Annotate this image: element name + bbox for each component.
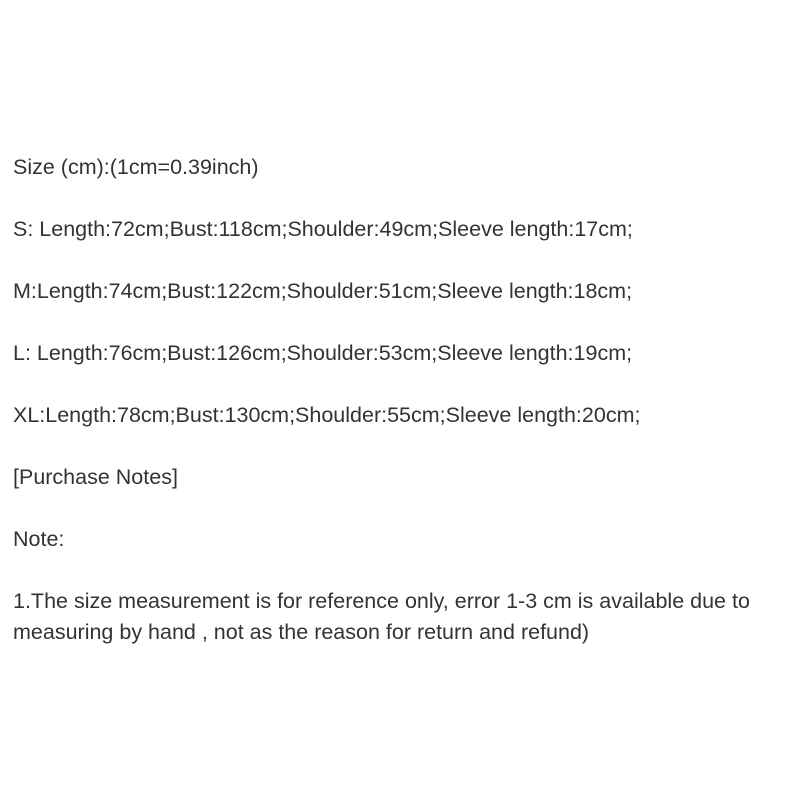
note-item-1: 1.The size measurement is for reference only, error 1-3 cm is available due to measuring by hand , not as the reason for return and refund) (13, 589, 750, 644)
product-description (13, 152, 788, 679)
size-heading: Size (cm):(1cm=0.39inch) (13, 155, 259, 179)
purchase-notes-heading: [Purchase Notes] (13, 465, 178, 489)
note-label: Note: (13, 527, 65, 551)
size-row-l: L: Length:76cm;Bust:126cm;Shoulder:53cm;Sleeve length:19cm; (13, 341, 633, 365)
size-row-s: S: Length:72cm;Bust:118cm;Shoulder:49cm;Sleeve length:17cm; (13, 217, 633, 241)
size-row-xl: XL:Length:78cm;Bust:130cm;Shoulder:55cm;Sleeve length:20cm; (13, 403, 641, 427)
size-row-m: M:Length:74cm;Bust:122cm;Shoulder:51cm;Sleeve length:18cm; (13, 279, 633, 303)
